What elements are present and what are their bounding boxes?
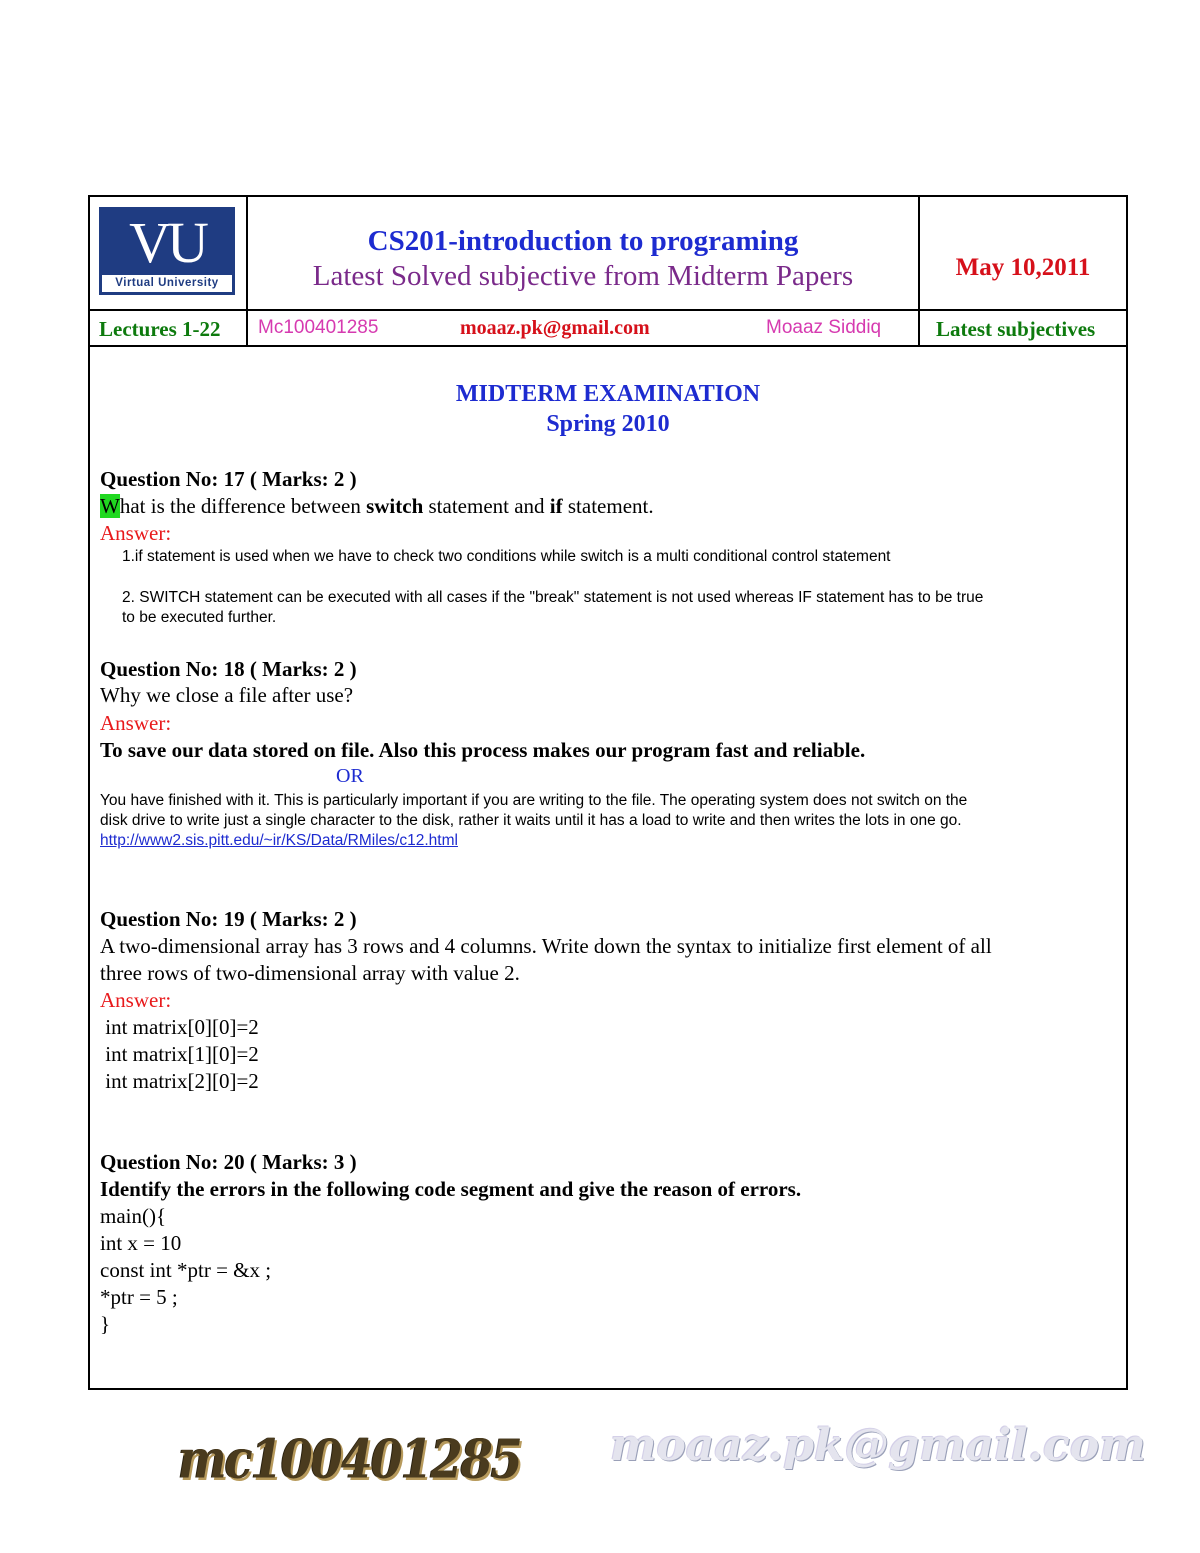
signature-id-image: mc100401285 <box>178 1428 521 1491</box>
code-line: main(){ <box>100 1204 167 1228</box>
code-line: int matrix[1][0]=2 <box>100 1042 259 1066</box>
logo-caption: Virtual University <box>115 277 219 289</box>
lectures-cell <box>90 311 248 345</box>
q17-answer-1: 1.if statement is used when we have to check two conditions while switch is a multi conditional control statement <box>122 548 891 565</box>
code-line: int matrix[0][0]=2 <box>100 1015 259 1039</box>
question-17-text: What is the difference between switch statement and if statement. <box>100 494 654 518</box>
latest-tag: Latest subjectives <box>936 317 1096 341</box>
q18-alt-answer-line2: disk drive to write just a single character to the disk, rather it waits until it has a load to write and then writes the lots in one go. <box>100 812 962 829</box>
title-cell <box>248 197 920 309</box>
q18-alt-answer-line1: You have finished with it. This is particularly important if you are writing to the file. The operating system does not switch on the <box>100 792 968 809</box>
document-frame <box>88 195 1128 1390</box>
logo-cell <box>90 197 248 309</box>
question-18-text: Why we close a file after use? <box>100 683 354 707</box>
question-18-heading: Question No: 18 ( Marks: 2 ) <box>100 657 357 681</box>
vu-logo <box>99 207 235 295</box>
info-row <box>90 311 1126 347</box>
document-date: May 10,2011 <box>955 254 1091 281</box>
code-line: int matrix[2][0]=2 <box>100 1069 259 1093</box>
question-20-heading: Question No: 20 ( Marks: 3 ) <box>100 1150 357 1174</box>
course-title: CS201-introduction to programing <box>367 225 799 257</box>
code-line: int x = 10 <box>100 1231 182 1255</box>
question-17-heading: Question No: 17 ( Marks: 2 ) <box>100 467 357 491</box>
reference-link[interactable]: http://www2.sis.pitt.edu/~ir/KS/Data/RMiles/c12.html <box>100 832 458 849</box>
date-cell <box>920 197 1126 309</box>
answer-label: Answer: <box>100 711 172 735</box>
exam-session: Spring 2010 <box>546 411 670 437</box>
author-info-cell <box>248 311 920 345</box>
question-20-text: Identify the errors in the following code segment and give the reason of errors. <box>100 1177 802 1201</box>
author-name: Moaaz Siddiq <box>766 317 882 338</box>
author-email: moaaz.pk@gmail.com <box>460 317 650 339</box>
question-19-text-line2: three rows of two-dimensional array with value 2. <box>100 961 520 985</box>
code-line: } <box>100 1312 111 1336</box>
exam-title: MIDTERM EXAMINATION <box>455 381 761 407</box>
code-line: *ptr = 5 ; <box>100 1285 178 1309</box>
document-subtitle: Latest Solved subjective from Midterm Papers <box>312 260 854 292</box>
q17-answer-2-line1: 2. SWITCH statement can be executed with all cases if the "break" statement is not used whereas IF statement has to be true <box>122 589 984 606</box>
question-19-text-line1: A two-dimensional array has 3 rows and 4 columns. Write down the syntax to initialize first element of all <box>100 934 992 958</box>
signature-email-image: moaaz.pk@gmail.com <box>610 1420 1146 1471</box>
code-line: const int *ptr = &x ; <box>100 1258 272 1282</box>
q17-answer-2-line2: to be executed further. <box>122 609 277 626</box>
logo-mark: VU <box>129 210 205 275</box>
lectures-range: Lectures 1-22 <box>99 317 221 341</box>
answer-label: Answer: <box>100 521 172 545</box>
question-19-heading: Question No: 19 ( Marks: 2 ) <box>100 907 357 931</box>
header-row <box>90 197 1126 311</box>
answer-label: Answer: <box>100 988 172 1012</box>
or-separator: OR <box>336 765 364 787</box>
student-id: Mc100401285 <box>258 317 379 338</box>
q18-answer-bold: To save our data stored on file. Also this process makes our program fast and reliable. <box>100 738 866 762</box>
tag-cell <box>920 311 1126 345</box>
